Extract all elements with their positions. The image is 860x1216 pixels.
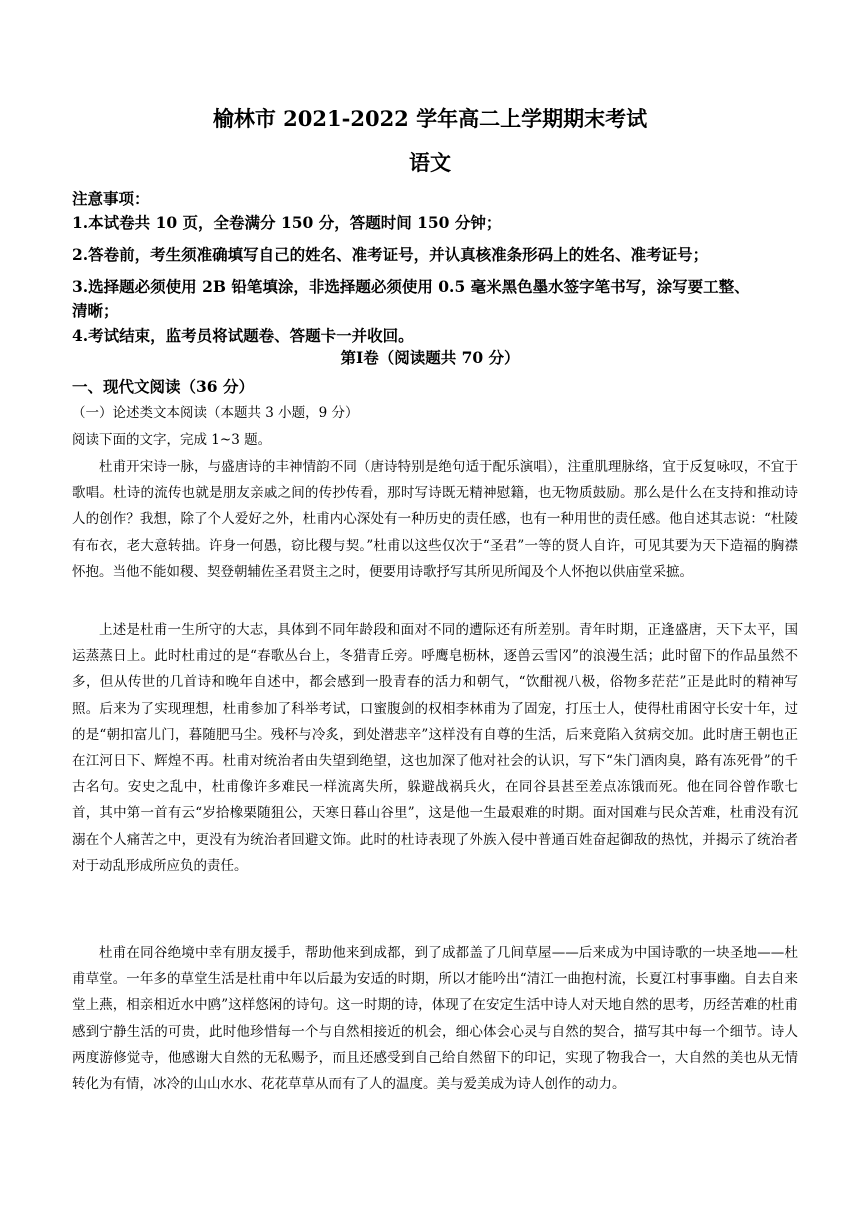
notice-item-4: 4.考试结束，监考员将试题卷、答题卡一并收回。 [72, 326, 414, 345]
reading-instruction: 阅读下面的文字，完成 1~3 题。 [72, 432, 272, 448]
subsection-heading: （一）论述类文本阅读（本题共 3 小题，9 分） [72, 405, 359, 421]
notice-heading: 注意事项： [72, 189, 150, 208]
section-heading: 一、现代文阅读（36 分） [72, 377, 254, 396]
exam-title: 榆林市 2021-2022 学年高二上学期期末考试 [212, 106, 648, 131]
passage-paragraph-1: 杜甫开宋诗一脉，与盛唐诗的丰神情韵不同（唐诗特别是绝句适于配乐演唱），注重肌理脉络，宜于反复咏叹，不宜于歌唱。杜诗的流传也就是朋友亲戚之间的传抄传看，那时写诗既无精神慰籍，也无物质鼓励。那么是什么在支持和推动诗人的创作？我想，除了个人爱好之外，杜甫内心深处有一种历史的责任感，也有一种用世的责任感。他自述其志说：“杜陵有布衣，老大意转拙。许身一何愚，窃比稷与契。”杜甫以这些仅次于“圣君”一等的贤人自许，可见其要为天下造福的胸襟怀抱。当他不能如稷、契登朝辅佐圣君贤主之时，便要用诗歌抒写其所见所闻及个人怀抱以供庙堂采摭。 [72, 459, 798, 580]
exam-subject: 语文 [409, 150, 451, 175]
notice-item-3: 3.选择题必须使用 2B 铅笔填涂，非选择题必须使用 0.5 毫米黑色墨水签字笔书写，涂写要工整、 [72, 277, 750, 296]
passage-paragraph-3: 杜甫在同谷绝境中幸有朋友援手，帮助他来到成都，到了成都盖了几间草屋——后来成为中国诗歌的一块圣地——杜甫草堂。一年多的草堂生活是杜甫中年以后最为安适的时期，所以才能吟出“清江一曲抱村流，长夏江村事事幽。自去自来堂上燕，相亲相近水中鸥”这样悠闲的诗句。这一时期的诗，体现了在安定生活中诗人对天地自然的思考，历经苦难的杜甫感到宁静生活的可贵，此时他珍惜每一个与自然相接近的机会，细心体会心灵与自然的契合，描写其中每一个细节。诗人两度游修觉寺，他感谢大自然的无私赐予，而且还感受到自己给自然留下的印记，实现了物我合一，大自然的美也从无情转化为有情，冰冷的山山水水、花花草草从而有了人的温度。美与爱美成为诗人创作的动力。 [72, 945, 798, 1093]
passage-paragraph-2: 上述是杜甫一生所守的大志，具体到不同年龄段和面对不同的遭际还有所差别。青年时期，正逢盛唐，天下太平，国运蒸蒸日上。此时杜甫过的是“春歌丛台上，冬猎青丘旁。呼鹰皂枥林，逐兽云雪冈”的浪漫生活；此时留下的作品虽然不多，但从传世的几首诗和晚年自述中，都会感到一股青春的活力和朝气，“饮酣视八极，俗物多茫茫”正是此时的精神写照。后来为了实现理想，杜甫参加了科举考试，口蜜腹剑的权相李林甫为了固宠，打压士人，使得杜甫困守长安十年，过的是“朝扣富儿门，暮随肥马尘。残杯与冷炙，到处潜悲辛”这样没有自尊的生活，后来竟陷入贫病交加。此时唐王朝也正在江河日下、辉煌不再。杜甫对统治者由失望到绝望，这也加深了他对社会的认识，写下“朱门酒肉臭，路有冻死骨”的千古名句。安史之乱中，杜甫像许多难民一样流离失所，躲避战祸兵火，在同谷县甚至差点冻饿而死。他在同谷曾作歌七首，其中第一首有云“岁拾橡栗随狙公，天寒日暮山谷里”，这是他一生最艰难的时期。面对国难与民众苦难，杜甫没有沉溺在个人痛苦之中，更没有为统治者回避文饰。此时的杜诗表现了外族入侵中普通百姓奋起御敌的热忱，并揭示了统治者对于动乱形成所应负的责任。 [72, 622, 798, 874]
notice-item-3-continued: 清晰； [72, 301, 119, 320]
notice-item-1: 1.本试卷共 10 页，全卷满分 150 分，答题时间 150 分钟； [72, 213, 502, 232]
part-title: 第Ⅰ卷（阅读题共 70 分） [340, 348, 520, 367]
notice-item-2: 2.答卷前，考生须准确填写自己的姓名、准考证号，并认真核准条形码上的姓名、准考证号； [72, 245, 709, 264]
